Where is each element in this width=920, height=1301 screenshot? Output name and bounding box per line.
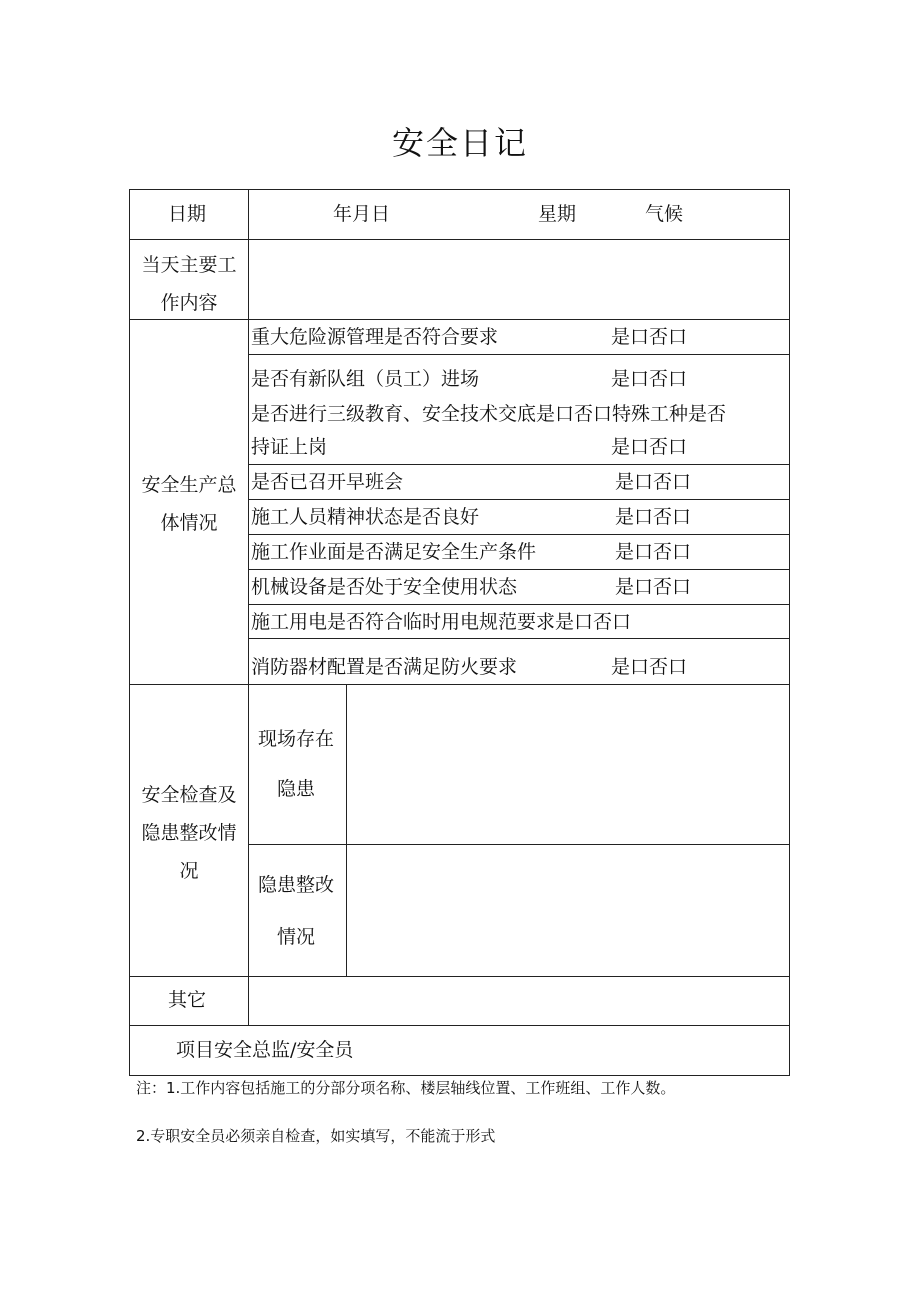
row-divider <box>248 354 790 355</box>
hazards-label: 现场存在隐患 <box>258 728 335 800</box>
check-item-certified: 持证上岗 <box>251 436 328 458</box>
other-label: 其它 <box>168 989 207 1011</box>
check-item-machinery: 机械设备是否处于安全使用状态 <box>251 576 518 598</box>
checkbox-answer[interactable]: 是口否口 <box>615 541 692 563</box>
note-1: 注：1.工作内容包括施工的分部分项名称、楼层轴线位置、工作班组、工作人数。 <box>136 1079 676 1097</box>
rectification-label: 隐患整改情况 <box>258 874 335 948</box>
row-divider <box>129 976 790 977</box>
row-divider <box>248 604 790 605</box>
note-2: 2.专职安全员必须亲自检查，如实填写，不能流于形式 <box>136 1127 496 1145</box>
date-label: 日期 <box>168 203 207 225</box>
inspection-label: 安全检查及隐患整改情况 <box>141 784 237 882</box>
row-divider <box>248 464 790 465</box>
row-divider <box>129 1025 790 1026</box>
page-title: 安全日记 <box>391 124 528 162</box>
check-item-worker-condition: 施工人员精神状态是否良好 <box>251 506 480 528</box>
checkbox-answer[interactable]: 是口否口 <box>615 506 692 528</box>
other-field[interactable] <box>250 978 788 1023</box>
row-divider <box>248 534 790 535</box>
row-divider <box>129 684 790 685</box>
row-divider <box>248 499 790 500</box>
signature-label: 项目安全总监/安全员 <box>176 1039 354 1061</box>
column-divider <box>248 189 249 1025</box>
checkbox-answer[interactable]: 是口否口 <box>611 656 688 678</box>
row-divider <box>248 569 790 570</box>
date-value: 年月日 <box>333 203 391 225</box>
weekday-label: 星期 <box>538 203 577 225</box>
check-item-fire-equipment: 消防器材配置是否满足防火要求 <box>251 656 518 678</box>
main-work-field[interactable] <box>250 241 788 317</box>
checkbox-answer[interactable]: 是口否口 <box>615 576 692 598</box>
row-divider <box>129 239 790 240</box>
checkbox-answer[interactable]: 是口否口 <box>611 326 688 348</box>
row-divider <box>248 844 790 845</box>
check-item-new-team: 是否有新队组（员工）进场 <box>251 368 480 390</box>
check-item-major-hazard: 重大危险源管理是否符合要求 <box>251 326 499 348</box>
row-divider <box>248 638 790 639</box>
checkbox-answer[interactable]: 是口否口 <box>611 436 688 458</box>
column-divider <box>346 684 347 976</box>
rectification-field[interactable] <box>348 846 788 974</box>
check-item-electricity: 施工用电是否符合临时用电规范要求是口否口 <box>251 611 632 633</box>
check-item-morning-meeting: 是否已召开早班会 <box>251 471 404 493</box>
safety-overview-label: 安全生产总体情况 <box>141 474 237 534</box>
checkbox-answer[interactable]: 是口否口 <box>615 471 692 493</box>
weather-label: 气候 <box>645 203 684 225</box>
check-item-training: 是否进行三级教育、安全技术交底是口否口特殊工种是否 <box>251 403 727 425</box>
checkbox-answer[interactable]: 是口否口 <box>611 368 688 390</box>
check-item-work-surface: 施工作业面是否满足安全生产条件 <box>251 541 537 563</box>
hazards-field[interactable] <box>348 686 788 842</box>
main-work-label: 当天主要工作内容 <box>141 254 237 314</box>
